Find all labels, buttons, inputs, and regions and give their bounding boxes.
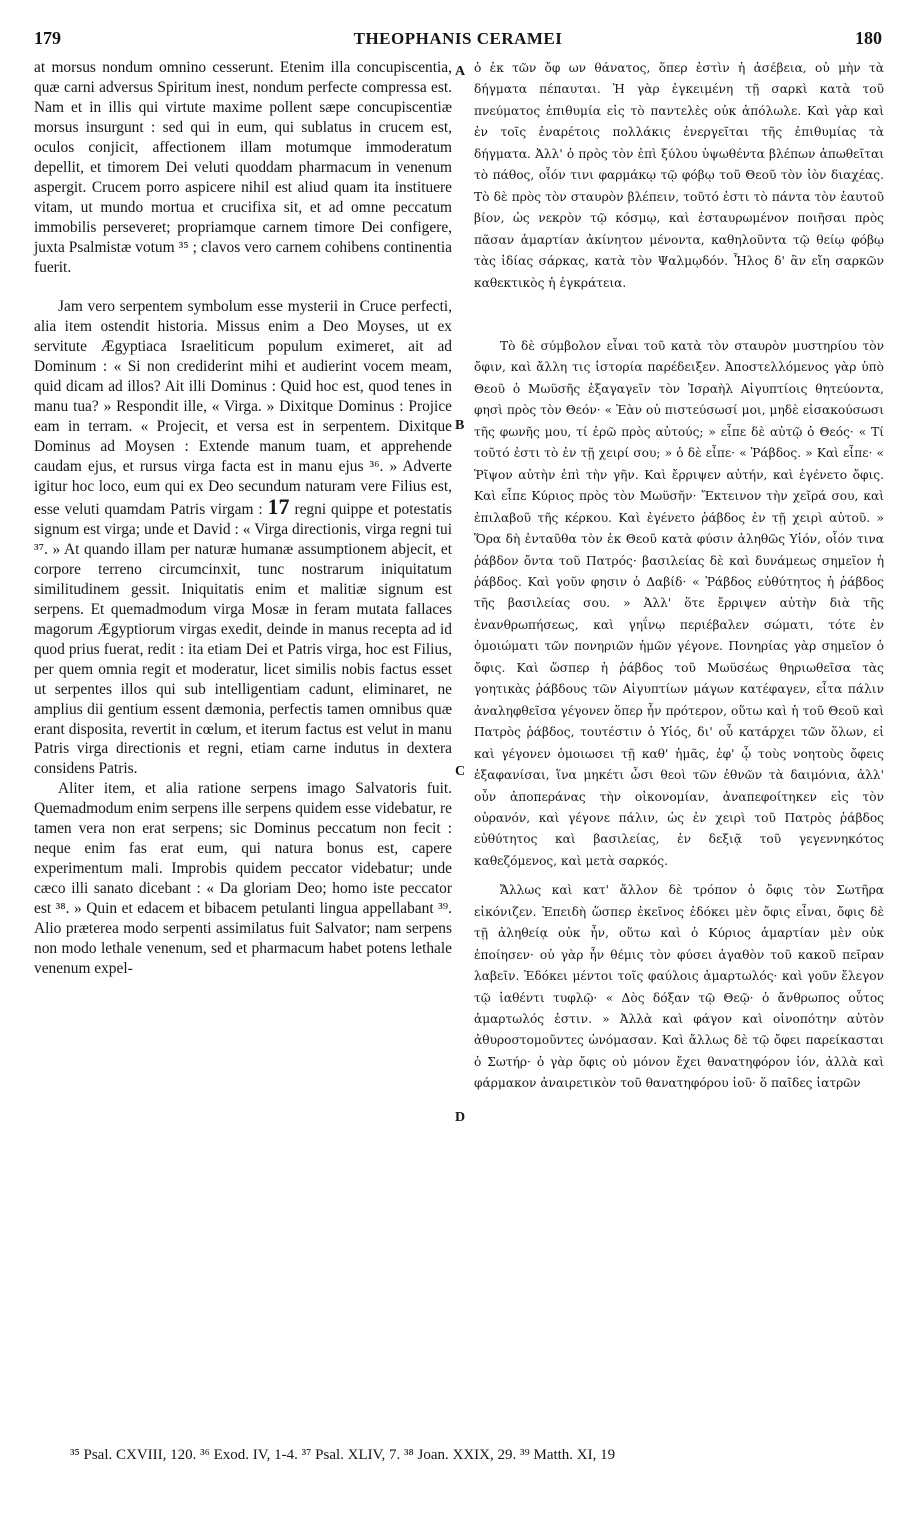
greek-column: [474, 58, 884, 1095]
page-number-right: 180: [855, 28, 882, 48]
greek-paragraph-3: Ἄλλως καὶ κατ' ἄλλον δὲ τρόπον ὁ ὄφις τὸν Σωτῆρα εἰκόνιζεν. Ἐπειδὴ ὥσπερ ἐκεῖνος ἐδόκει μὲν ὄφις εἶναι, ὄφις δὲ τῇ ἀληθείᾳ οὐκ ἦν, οὕτω καὶ ὁ Κύριος ἁμαρτίαν μὲν οὐκ ἐποίησεν· οὐ γὰρ ἦν θέμις τὸν φύσει ἀγαθὸν τοῦ κακοῦ πεῖραν λαβεῖν. Ἐδόκει μέντοι τοῖς φαύλοις ἁμαρτωλός· καὶ γοῦν ἔλεγον τῷ ἰαθέντι τυφλῷ· « Δὸς δόξαν τῷ Θεῷ· ὁ ἄνθρωπος οὗτος ἁμαρτωλός ἐστιν. » Ἀλλὰ καὶ φάγον καὶ οἰνοπότην αὐτὸν ἀθυροστομοῦντες ὠνόμασαν. Καὶ ἄλλως δὲ τῷ ὄφει παρείκασται ὁ Σωτήρ· ὁ γὰρ ὄφις οὐ μόνον ἔχει θανατηφόρον ἰόν, ἀλλὰ καὶ φάρμακον ἀναιρετικὸν τοῦ θανατηφόρου ἰοῦ· ὅ παῖδες ἰατρῶν: [474, 883, 884, 1091]
footnotes: ³⁵ Psal. CXVIII, 120. ³⁶ Exod. IV, 1-4. ³⁷ Psal. XLIV, 7. ³⁸ Joan. XXIX, 29. ³⁹ Matth. XI, 19: [70, 1447, 616, 1463]
margin-letter-a: A: [455, 64, 466, 79]
greek-paragraph-2: Τὸ δὲ σύμβολον εἶναι τοῦ κατὰ τὸν σταυρὸν μυστηρίου τὸν ὄφιν, καὶ ἄλλη τις ἱστορία παρέδειξεν. Ἀποστελλόμενος γὰρ ὑπὸ Θεοῦ ὁ Μωϋσῆς ἐξαγαγεῖν τὸν Ἰσραὴλ Αἰγυπτίοις θητεύοντα, φησὶ πρὸς τὸν Θεόν· « Ἐὰν οὐ πιστεύσωσί μοι, μηδὲ εἰσακούσωσι τῆς φωνῆς μου, τί ἐρῶ πρὸς αὐτούς; » εἶπε δὲ αὐτῷ ὁ Θεός· « Τί τοῦτό ἐστι τὸ ἐν τῇ χειρί σου; » ὁ δὲ εἶπε· « Ῥάβδος. » Καὶ εἶπε· « Ῥῖψον αὐτὴν ἐπὶ τὴν γῆν. Καὶ ἔρριψεν αὐτήν, καὶ ἐγένετο ὄφις. Καὶ εἶπε Κύριος πρὸς τὸν Μωϋσῆν· Ἔκτεινον τὴν χεῖρά σου, καὶ ἐπιλαβοῦ τῆς κέρκου. Καὶ ἐγένετο ῥάβδος ἐν τῇ χειρὶ αὐτοῦ. » Ὅρα δὴ ἐνταῦθα τὸν ἐκ Θεοῦ κατὰ φύσιν ἀληθῶς Υἱόν, οἷόν τινα ῥάβδον ὄντα τοῦ Πατρός· βασιλείας δὲ καὶ δυνάμεως σημεῖον ἡ ῥάβδος. Καὶ γοῦν φησιν ὁ Δαβίδ· « Ῥάβδος εὐθύτητος ἡ ῥάβδος τῆς βασιλείας σου. » Ἀλλ' ὅτε ἔρριψεν αὐτὴν διὰ τῆς ἐνανθρωπήσεως, καὶ γηΐνῳ περιέβαλεν σώματι, τότε ἐν ὁμοιώματι τῶν πονηριῶν ἡμῶν γέγονε. Πονηρίας γὰρ σημεῖον ὁ ὄφις. Καὶ ὥσπερ ἡ ῥάβδος τοῦ Μωϋσέως θηριωθεῖσα τὰς γοητικὰς ῥάβδους τῶν Αἰγυπτίων μάγων κατέφαγεν, εἶτα πάλιν ἀναληφθεῖσα γέγονεν ὅπερ ἦν πρότερον, οὕτω καὶ ἡ τοῦ Θεοῦ καὶ Πατρὸς ῥάβδος, τουτέστιν ὁ Υἱός, δι' οὗ κατάρχει τῶν ὅλων, εἰ καὶ γέγονεν ὁμοιωσει τῇ καθ' ἡμᾶς, ἐφ' ᾧ τοὺς νοητοὺς ὄφεις ἐξαφανίσαι, ἵνα μηκέτι ὦσι θεοὶ τῶν ἐθνῶν τὰ δαιμόνια, ἀλλ' οὖν ἀποπεράνας τὴν οἰκονομίαν, ἀναπεφοίτηκεν εἰς τὸν οὐρανόν, καὶ γέγονε πάλιν, ὡς ἐν χειρὶ τοῦ Πατρὸς ῥάβδος εὐθύτητος καὶ βασιλείας, ἐν δεξιᾷ τοῦ γεγεννηκότος καθεζόμενος, καὶ μετὰ σαρκός.: [474, 338, 884, 868]
column-number: 17: [267, 494, 290, 520]
latin-paragraph-3: Aliter item, et alia ratione serpens imago Salvatoris fuit. Quemadmodum enim serpens ille serpens quidem esse videbatur, re tamen vera non erat serpens; sic Dominus peccatum non fecit : neque enim fas erat eum, qui natura bonus est, capere experimentum mali. Improbis quidem peccator videbatur; unde cæco illi sanato dicebant : « Da gloriam Deo; homo iste peccator est ³⁸. » Quin et edacem et bibacem petulanti lingua appellabant ³⁹. Alio præterea modo serpenti assimilatus fuit Salvator; nam serpens non modo lethale venenum, sed et pharmacum habet potens lethale venenum expel-: [34, 780, 452, 977]
latin-paragraph-2-part-a: Jam vero serpentem symbolum esse mysterii in Cruce perfecti, alia item ostendit historia. Missus enim a Deo Moyses, ut ex servitute Ægyptiaca Israeliticum populum eximeret, ait ad Dominum : « Si non crediderint mihi et audierint vocem meam, quid dicam ad illos? Ait illi Dominus : Quid hoc est, quod tenes in manu tua? » Respondit ille, « Virga. » Dixitque Dominus : Projice eam in terram. « Projecit, et versa est in serpentem. Dixitque Dominus ad Moysen : Extende manum tuam, et apprehende caudam ejus, et rursus virga facta est in manu ejus ³⁶. » Adverte igitur hoc loco, eum qui ex Deo secundum naturam vere Filius est, esse veluti quamdam Patris virgam :: [34, 298, 452, 519]
latin-paragraph-1: at morsus nondum omnino cesserunt. Etenim illa concupiscentia, quæ carni adversus Spiritum inest, nondum perfecte compressa est. Nam et in illis qui virtute maxime pollent sæpe concupiscentiæ morsus insurgunt : sed qui in eum, qui sublatus in crucem est, oculos conjicit, affectionem illam motumque immoderatum depellit, et timorem Dei veluti quoddam pharmacum in venenum aspergit. Crucem porro aspicere nihil est aliud quam ita instituere vitam, ut mundo mortua et crucifixa sit, et ad omne peccatum immobilis perseveret; propriamque carnem timore Dei configere, juxta Psalmistæ votum ³⁵ ; clavos vero carnem cohibens continentia fuerit.: [34, 59, 452, 276]
running-title: THEOPHANIS CERAMEI: [353, 29, 563, 48]
latin-column: [34, 58, 452, 979]
latin-paragraph-2: [34, 297, 452, 779]
margin-letter-c: C: [455, 764, 466, 779]
greek-paragraph-1: ὁ ἐκ τῶν ὄφ ων θάνατος, ὅπερ ἐστὶν ἡ ἀσέβεια, οὐ μὴν τὰ δήγματα πέπαυται. Ἡ γὰρ ἐγκειμένη τῇ σαρκὶ κατὰ τοῦ πνεύματος ἐπιθυμία εἰς τὸ παντελὲς οὐκ ἀπόλωλε. Καὶ γὰρ καὶ ἐν τοῖς ἐναρέτοις πολλάκις ἐνεργεῖται τῆς ἐπιθυμίας τὰ δήγματα. Ἀλλ' ὁ πρὸς τὸν ἐπὶ ξύλου ὑψωθέντα βλέπων ἀπωθεῖται τὸ πάθος, οἷόν τινι φαρμάκῳ τῷ φόβῳ τοῦ Θεοῦ τὸν ἰὸν διαχέας. Τὸ δὲ πρὸς τὸν σταυρὸν βλέπειν, τοῦτό ἐστι τὸ πάντα τὸν ἑαυτοῦ βίον, ὡς νεκρὸν τῷ κόσμῳ, καὶ ἐσταυρωμένον ποιῆσαι πρὸς πᾶσαν ἁμαρτίαν ἀκίνητον μένοντα, καθηλοῦντα τῷ θείῳ φόβῳ τὰς ἰδίας σάρκας, κατὰ τὸν Ψαλμῳδόν. Ἧλος δ' ἂν εἴη σαρκῶν καθεκτικὸς ἡ ἐγκράτεια.: [474, 61, 884, 290]
page-header: [34, 28, 882, 52]
margin-letter-b: B: [455, 418, 465, 433]
latin-paragraph-2-part-b: regni quippe et potestatis signum est virga; unde et David : « Virga directionis, virga regni tui ³⁷. » At quando illam per naturæ humanæ assumptionem abjecit, et corpore terreno circumcinxit, tunc nostrarum iniquitatum similitudinem gessit. Iniquitatis enim et malitiæ signum est serpens. Et quemadmodum virga Mosæ in feram mutata fallaces magorum Ægyptiorum virgas exedit, deinde in manus recepta ad id quod prius fuerat, redit : ita etiam Dei et Patris virga, hoc est Filius, per quem omnia regit et moderatur, licet similis nobis factus esset ut serpentes illos qui sub intelligentiam cadunt, eliminaret, ne amplius dii gentium essent dæmonia, perfectis tamen omnibus quæ erant disposita, revertit in cœlum, et iterum factus est velut in manu Patris virga directionis et regni, etiam carne indutus in dextera considens Patris.: [34, 501, 452, 778]
margin-letter-d: D: [455, 1110, 466, 1125]
page-number-left: 179: [34, 28, 61, 48]
